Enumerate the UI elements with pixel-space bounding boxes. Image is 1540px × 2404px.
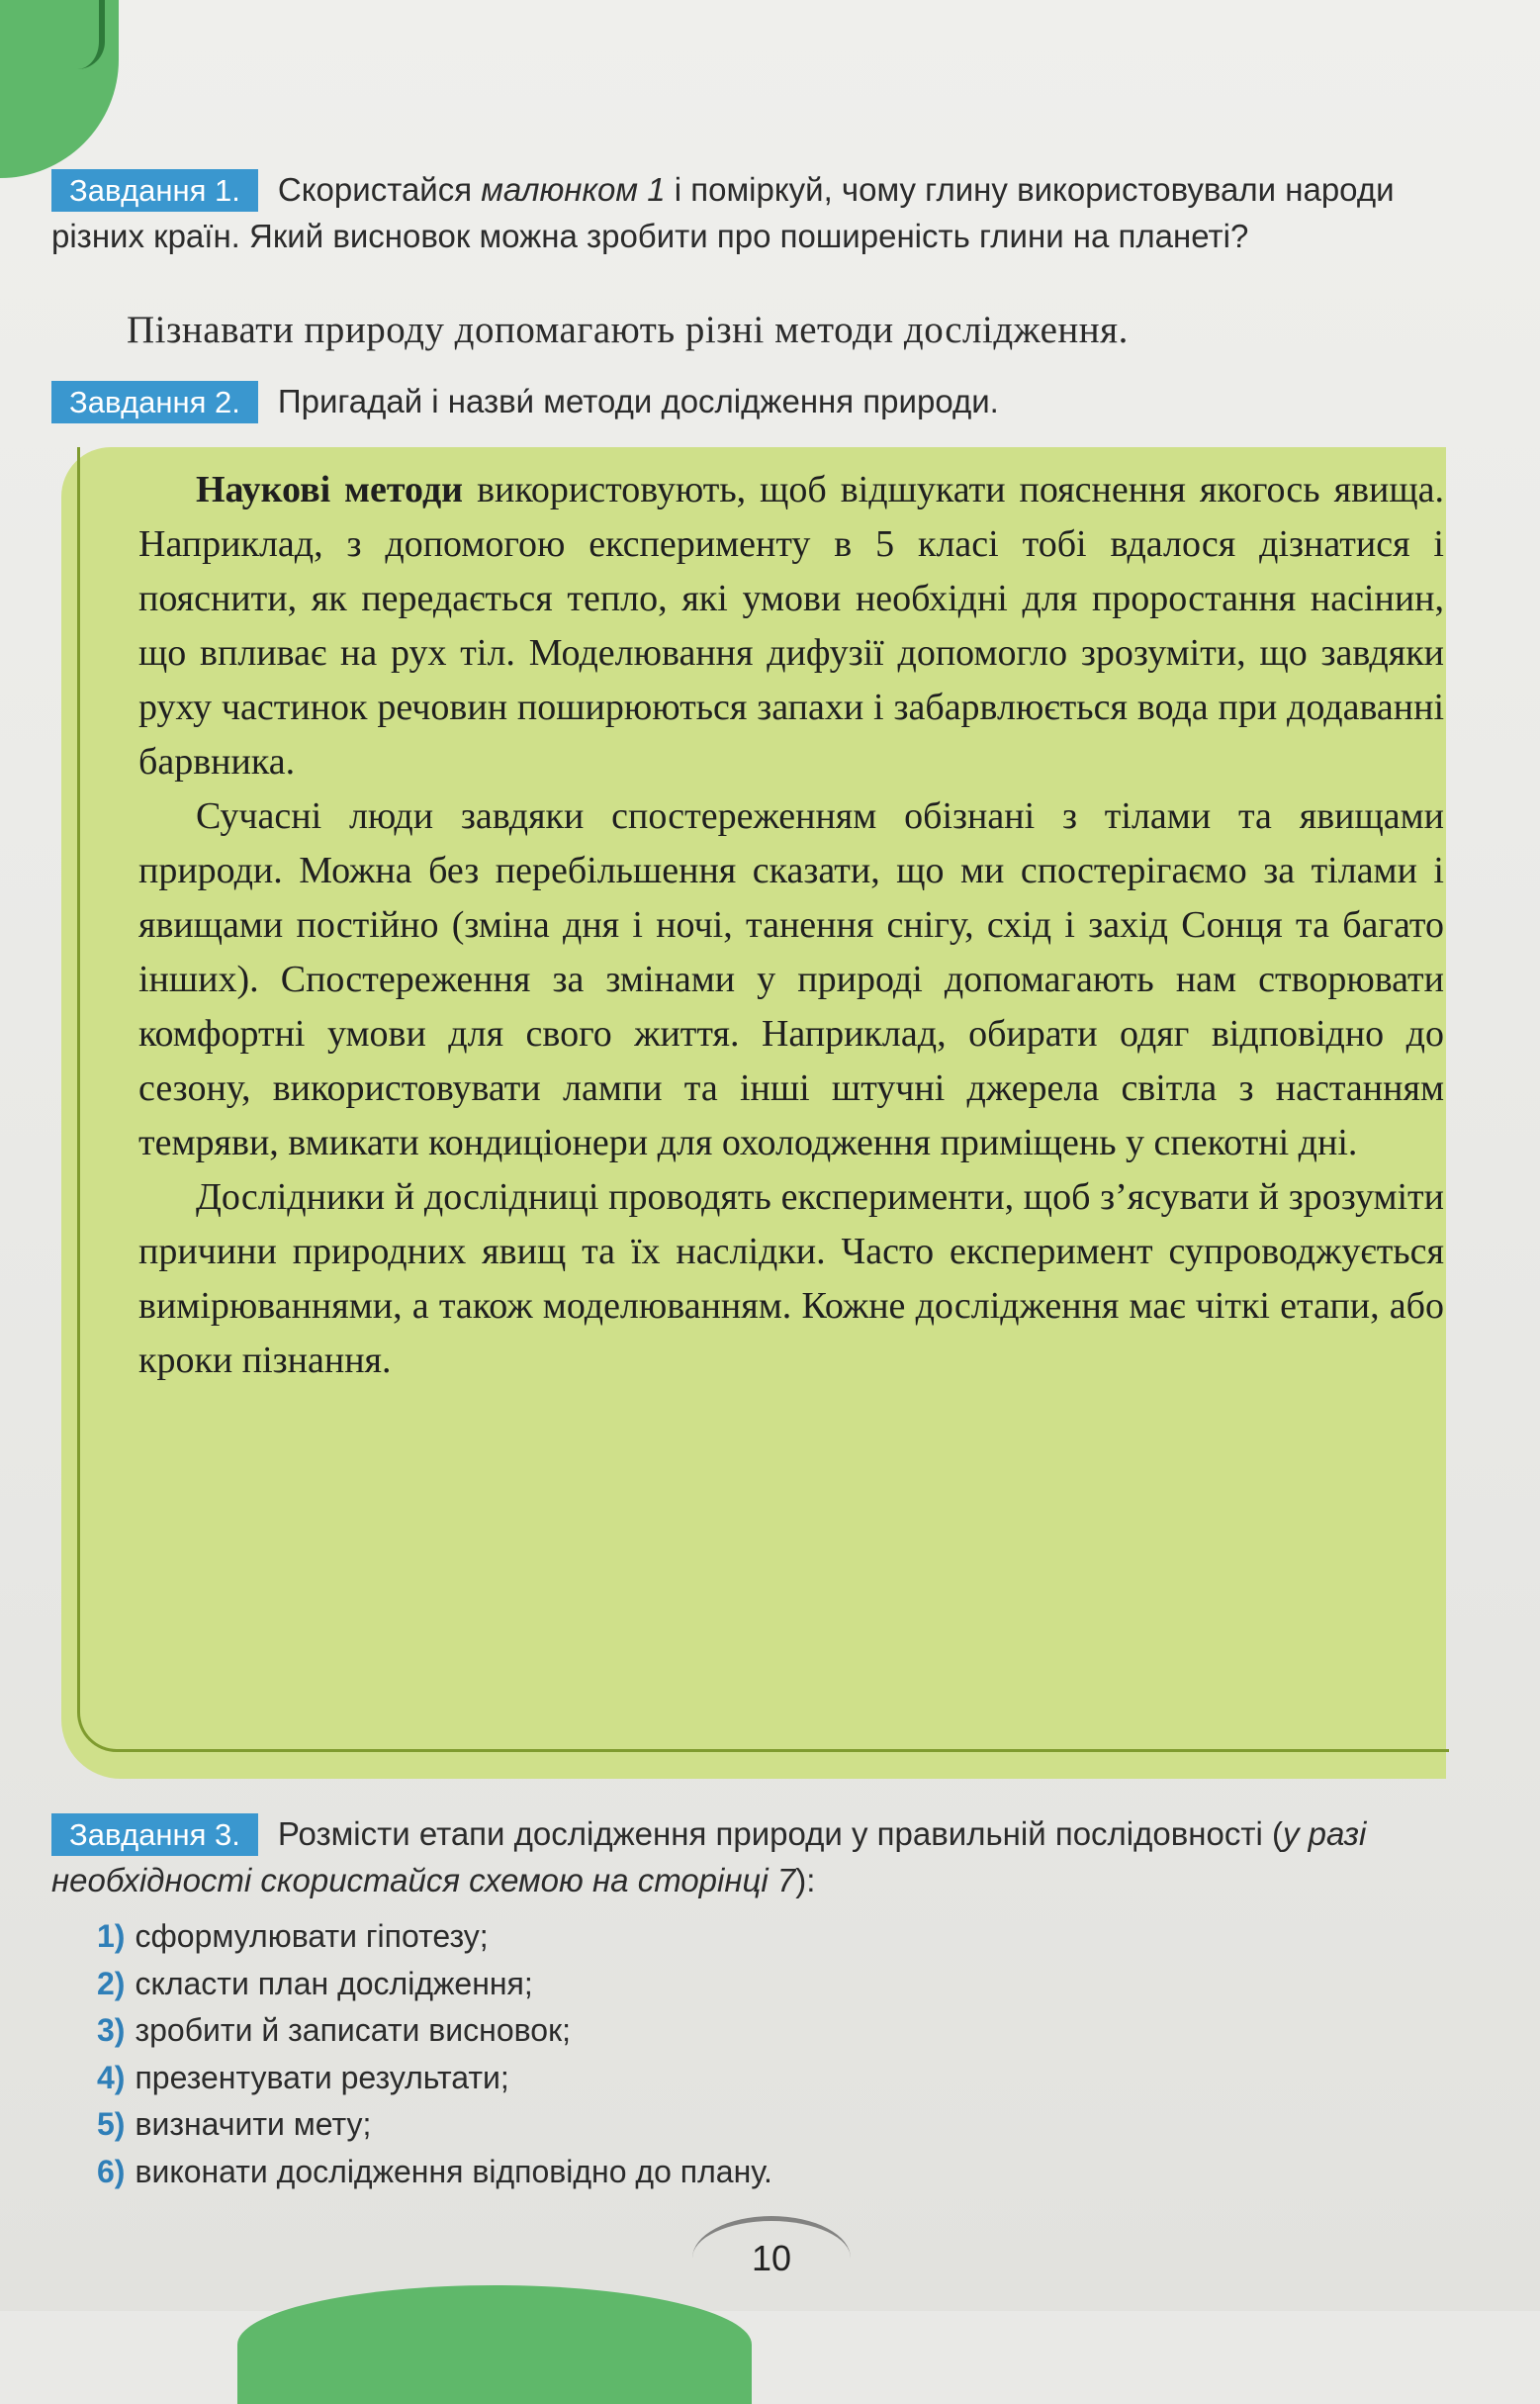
info-box-text [138,463,1444,1388]
task-2-label: Завдання 2. [51,381,258,423]
task-3-label: Завдання 3. [51,1813,258,1856]
list-item [97,2007,1383,2055]
list-item [97,1913,1383,1961]
paragraph-observations: Сучасні люди завдяки спостереженням обізнані з тілами та явищами природи. Можна без перебільшення сказати, що ми спостерігаємо за тілами і явищами постійно (зміна дня і ночі, танення снігу, схід і захід Сонця та багато інших). Спостереження за змінами у природі допомагають нам створювати комфортні умови для свого життя. Наприклад, обирати одяг відповідно до сезону, використовувати лампи та інші штучні джерела світла з настанням темряви, вмикати кондиціонери для охолодження приміщень у спекотні дні. [138,795,1444,1163]
step-number: 4) [97,2059,126,2095]
task-3-text-start: Розмісти етапи дослідження природи у правильній послідовності ( [277,1815,1283,1852]
task-3-text-emphasis: у разі необхідності скористайся схемою на сторінці 7 [51,1815,1367,1898]
step-text: визначити мету; [135,2106,372,2142]
list-item [97,2055,1383,2102]
step-text: презентувати результати; [135,2059,509,2095]
task-2-text: Пригадай і назви́ методи дослідження природи. [277,383,999,419]
step-text: виконати дослідження відповідно до плану. [135,2153,772,2189]
task-2 [51,378,1456,424]
task-1-text-start: Скористайся [277,171,482,208]
step-text: сформулювати гіпотезу; [135,1918,489,1954]
list-item [97,1961,1383,2008]
step-number: 3) [97,2012,126,2048]
step-number: 5) [97,2106,126,2142]
list-item [97,2149,1383,2196]
decorative-leaf-bottom [237,2285,752,2404]
list-item [97,2101,1383,2149]
paragraph-1-rest: використовують, щоб відшукати пояснення якогось явища. Наприклад, з допомогою експерименту в 5 класі тобі вдалося дізнатися і пояснити, як передається тепло, які умови необхідні для проростання насінин, що впливає на рух тіл. Моделювання дифузії допомогло зрозуміти, що завдяки руху частинок речовин поширюються запахи і забарвлюється вода при додаванні барвника. [138,469,1445,783]
step-text: скласти план дослідження; [135,1965,533,2001]
lead-sentence: Пізнавати природу допомагають різні методи дослідження. [127,309,1129,351]
research-steps-list [97,1913,1383,2195]
step-number: 1) [97,1918,126,1954]
paragraph-experiments: Дослідники й дослідниці проводять експерименти, щоб з’ясувати й зрозуміти причини природних явищ та їх наслідки. Часто експеримент супроводжується вимірюваннями, а також моделюванням. Кожне дослідження має чіткі етапи, або кроки пізнання. [138,1176,1444,1381]
task-3-text-end: ): [795,1862,816,1898]
task-1-label: Завдання 1. [51,169,258,212]
step-number: 2) [97,1965,126,2001]
task-1-text-end: і поміркуй, чому глину використовували народи різних країн. Який висновок можна зробити про поширеність глини на планеті? [51,171,1395,254]
paragraph-scientific-methods [138,463,1444,789]
page-number: 10 [751,2238,792,2278]
task-3 [51,1810,1456,1903]
task-1-text-emphasis: малюнком 1 [481,171,666,208]
task-1 [51,166,1456,259]
step-number: 6) [97,2153,126,2189]
term-scientific-methods: Наукові методи [196,469,464,510]
step-text: зробити й записати висновок; [135,2012,571,2048]
